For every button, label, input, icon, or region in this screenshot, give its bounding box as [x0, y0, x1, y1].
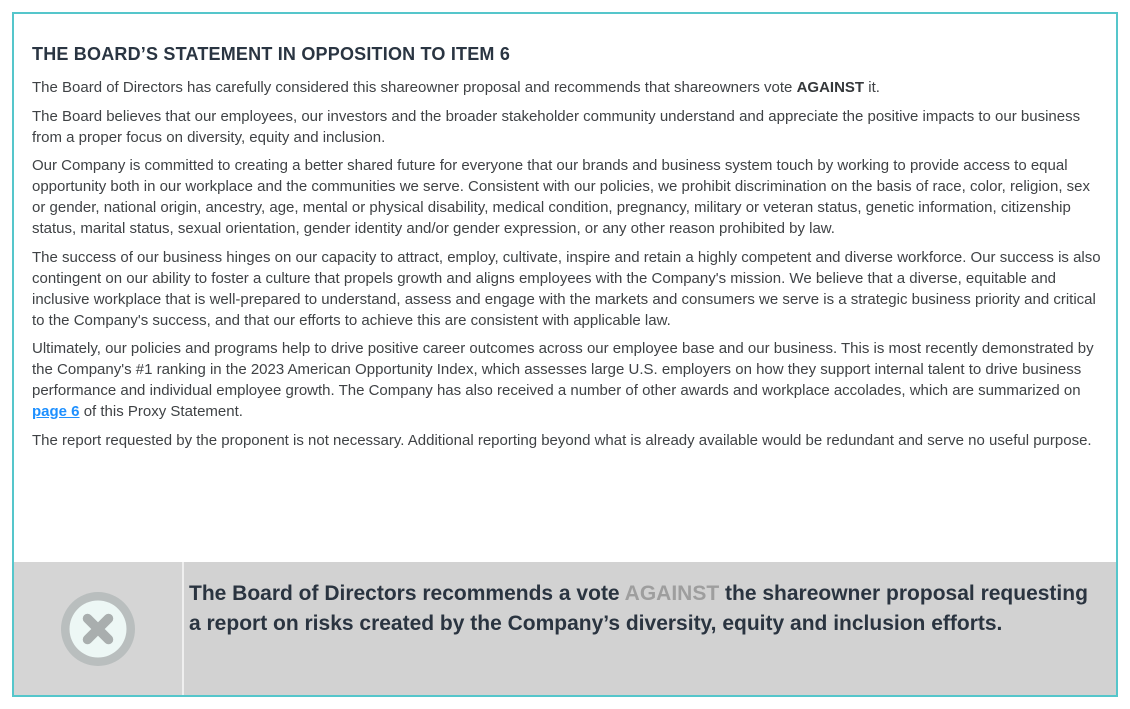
paragraph-report-unnecessary: The report requested by the proponent is not necessary. Additional reporting beyond what is already available would be redundant and serve no useful purpose.: [32, 431, 1092, 449]
paragraph-board-believes: The Board believes that our employees, our investors and the broader stakeholder community understand and appreciate the positive impacts to our business from a proper focus on diversity, equity and inclusion.: [32, 107, 1081, 146]
paragraph-text: of this Proxy Statement.: [79, 403, 243, 420]
circle-x-against-icon: [60, 591, 136, 667]
banner-icon-cell: [14, 562, 182, 695]
board-recommendation-banner: [14, 562, 1116, 695]
paragraph-career-outcomes: [32, 338, 1101, 422]
banner-text-after: the shareowner proposal requesting a report on risks created by the Company’s diversity, equity and inclusion efforts.: [189, 582, 1088, 635]
page-title: THE BOARD’S STATEMENT IN OPPOSITION TO ITEM 6: [32, 44, 511, 64]
statement-body: [14, 14, 1116, 562]
bordered-document-frame: [12, 12, 1118, 697]
banner-vote-against: AGAINST: [624, 582, 720, 605]
paragraph-text: The Board of Directors has carefully considered this shareowner proposal and recommends that shareowners vote: [32, 79, 797, 96]
paragraph-company-commitment: Our Company is committed to creating a better shared future for everyone that our brands and business system touch by working to provide access to equal opportunity both in our workplace and the communities we serve. Consistent with our policies, we prohibit discrimination on the basis of race, color, religion, sex or gender, national origin, ancestry, age, mental or physical disability, medical condition, pregnancy, military or veteran status, genetic information, citizenship status, marital status, sexual orientation, gender identity and/or gender expression, or any other reason prohibited by law.: [32, 157, 1091, 237]
paragraph-text: it.: [864, 79, 880, 96]
banner-text-cell: [184, 562, 1116, 695]
recommendation-statement: [189, 579, 1102, 639]
banner-text-before: The Board of Directors recommends a vote: [189, 582, 625, 605]
paragraph-recommendation: [32, 77, 1101, 98]
paragraph-text: Ultimately, our policies and programs help to drive positive career outcomes across our employee base and our business. This is most recently demonstrated by the Company's #1 ranking in the 2023 American Opportunity Index, which assesses large U.S. employers on how they support internal talent to drive business performance and individual employee growth. The Company has also received a number of other awards and workplace accolades, which are summarized on: [32, 340, 1094, 399]
paragraph-business-success: The success of our business hinges on our capacity to attract, employ, cultivate, inspire and retain a highly competent and diverse workforce. Our success is also contingent on our ability to foster a culture that propels growth and aligns employees with the Company's mission. We believe that a diverse, equitable and inclusive workplace that is well-prepared to understand, assess and engage with the markets and consumers we serve is a strategic business priority and critical to the Company's success, and that our efforts to achieve this are consistent with applicable law.: [32, 248, 1101, 329]
page-6-link[interactable]: page 6: [32, 403, 80, 420]
against-emphasis: AGAINST: [796, 79, 865, 96]
